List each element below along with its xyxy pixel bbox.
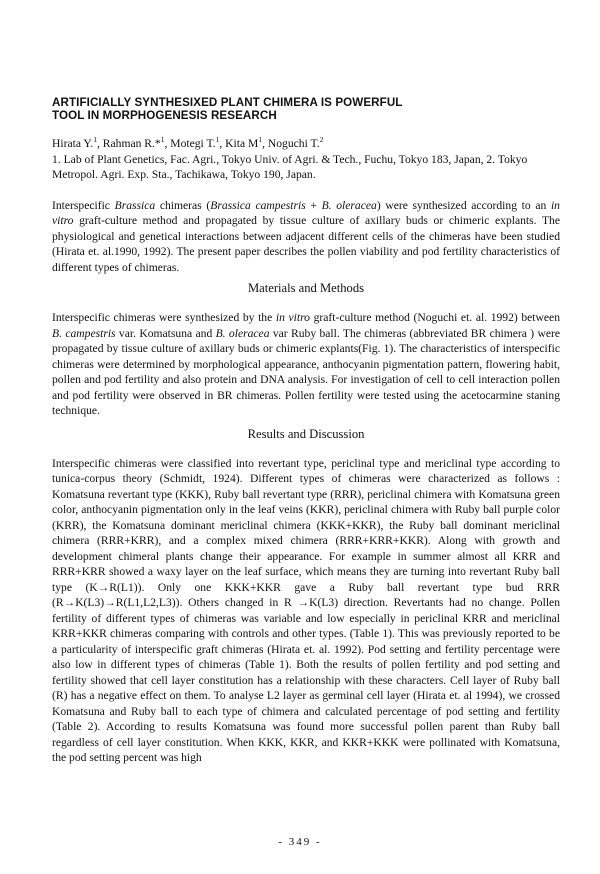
- paper-title: [52, 96, 560, 122]
- italic-term: in vitro: [275, 311, 310, 324]
- author-name: , Kita M: [219, 137, 259, 150]
- text-run: var. Komatsuna and: [115, 326, 216, 340]
- page-number: - 349 -: [278, 836, 322, 848]
- affiliation-marker: 1: [160, 135, 165, 145]
- author-list: [52, 136, 560, 152]
- italic-term: B. campestris: [52, 326, 116, 340]
- methods-heading: Materials and Methods: [247, 281, 365, 295]
- text-run: var Ruby ball. The chimeras (abbreviated BR chimera ) were propagated by tissue culture of axillary buds or chimeric explants(Fig. 1). The characteristics of interspecific chimeras were determined by morphological appearance, anthocyanin pigmentation pattern, flowering habit, pollen and pod fertility and also protein and DNA analysis. For investigation of cell to cell interaction pollen and pod fertility were observed in BR chimeras. Pollen fertility were tested using the acetocarmine staning technique.: [52, 326, 560, 417]
- author-name: Hirata Y.: [52, 137, 94, 150]
- intro-paragraph: [52, 198, 560, 276]
- affiliation-text: 1. Lab of Plant Genetics, Fac. Agri., Tokyo Univ. of Agri. & Tech., Fuchu, Tokyo 183, Japan, 2. Tokyo Metropol. Agri. Exp. Sta., Tachikawa, Tokyo 190, Japan.: [52, 152, 528, 181]
- affiliation-marker: 1: [258, 135, 263, 145]
- author-name: , Noguchi T.: [262, 137, 320, 150]
- author-name: , Motegi T.: [164, 137, 216, 150]
- affiliation-marker: 1: [215, 135, 220, 145]
- paper-page: [52, 96, 560, 766]
- italic-term: Brassica campestris: [210, 198, 306, 212]
- text-run: graft-culture method (Noguchi et. al. 1992) between: [309, 311, 560, 324]
- author-name: , Rahman R.*: [96, 137, 161, 150]
- title-line-1: ARTIFICIALLY SYNTHESIXED PLANT CHIMERA IS POWERFUL: [52, 96, 403, 109]
- methods-paragraph: [52, 310, 560, 419]
- italic-term: B. oleracea: [321, 198, 377, 212]
- affiliation-marker: 2: [319, 135, 324, 145]
- text-run: Interspecific: [52, 198, 115, 212]
- text-run: +: [305, 198, 322, 212]
- title-line-2: TOOL IN MORPHOGENESIS RESEARCH: [52, 109, 277, 122]
- results-heading: Results and Discussion: [247, 426, 365, 441]
- italic-term: B. oleracea: [215, 326, 270, 340]
- text-run: ) were synthesized according to an: [376, 198, 551, 212]
- affiliation-marker: 1: [93, 135, 97, 145]
- text-run: graft-culture method and propagated by tissue culture of axillary buds or chimeric explants. The physiological and genetical interactions between adjacent different cells of the chimeras have been studied (Hirata et. al.1990, 1992). The present paper describes the pollen viability and pod fertility characteristics of different types of chimeras.: [52, 214, 560, 274]
- text-run: Interspecific chimeras were synthesized by the: [52, 311, 276, 324]
- italic-term: in vitro: [52, 198, 560, 227]
- italic-term: Brassica: [114, 198, 156, 212]
- text-run: chimeras (: [155, 198, 211, 212]
- results-paragraph: Interspecific chimeras were classified into revertant type, periclinal type and mericlinal type according to tunica-corpus theory (Schmidt, 1924). Different types of chimeras were characterized as follows : Komatsuna revertant type (KKK), Ruby ball revertant type (RRR), periclinal chimera with Komatsuna green color, anthocyanin pigmentation only in the leaf veins (KKR), periclinal chimera with Ruby ball purple color (KRR), the Komatsuna dominant mericlinal chimera (KKK+KKR), the Ruby ball dominant mericlinal chimera (RRR+KRR), and a complex mixed chimera (RRR+KRR+KKR). Along with growth and development chimeral plants change their appearance. For example in summer almost all KRR and RRR+KRR showed a waxy layer on the leaf surface, which means they are turning into revertant Ruby ball type (K→R(L1)). Only one KKK+KKR gave a Ruby ball revertant type bud RRR (R→K(L3)→R(L1,L2,L3)). Others changed in R →K(L3) direction. Revertants had no change. Pollen fertility of different types of chimeras was variable and low especially in periclinal KRR and mericlinal KRR+KKR chimeras comparing with controls and other types. (Table 1). This was previously reported to be a particularity of interspecific graft chimeras (Hirata et. al. 1992). Pod setting and fertility percentage were also low in different types of chimeras (Table 1). Both the results of pollen fertility and pod setting and fertility showed that cell layer constitution has a relationship with these characters. Cell layer of Ruby ball (R) has a negative effect on them. To analyse L2 layer as germinal cell layer (Hirata et. al 1994), we crossed Komatsuna and Ruby ball to each type of chimera and calculated percentage of pod setting and fertility (Table 2). According to results Komatsuna was found more successful pollen parent than Ruby ball regardless of cell layer constitution. When KKK, KKR, and KKR+KKK were pollinated with Komatsuna, the pod setting percent was high: [52, 456, 560, 764]
